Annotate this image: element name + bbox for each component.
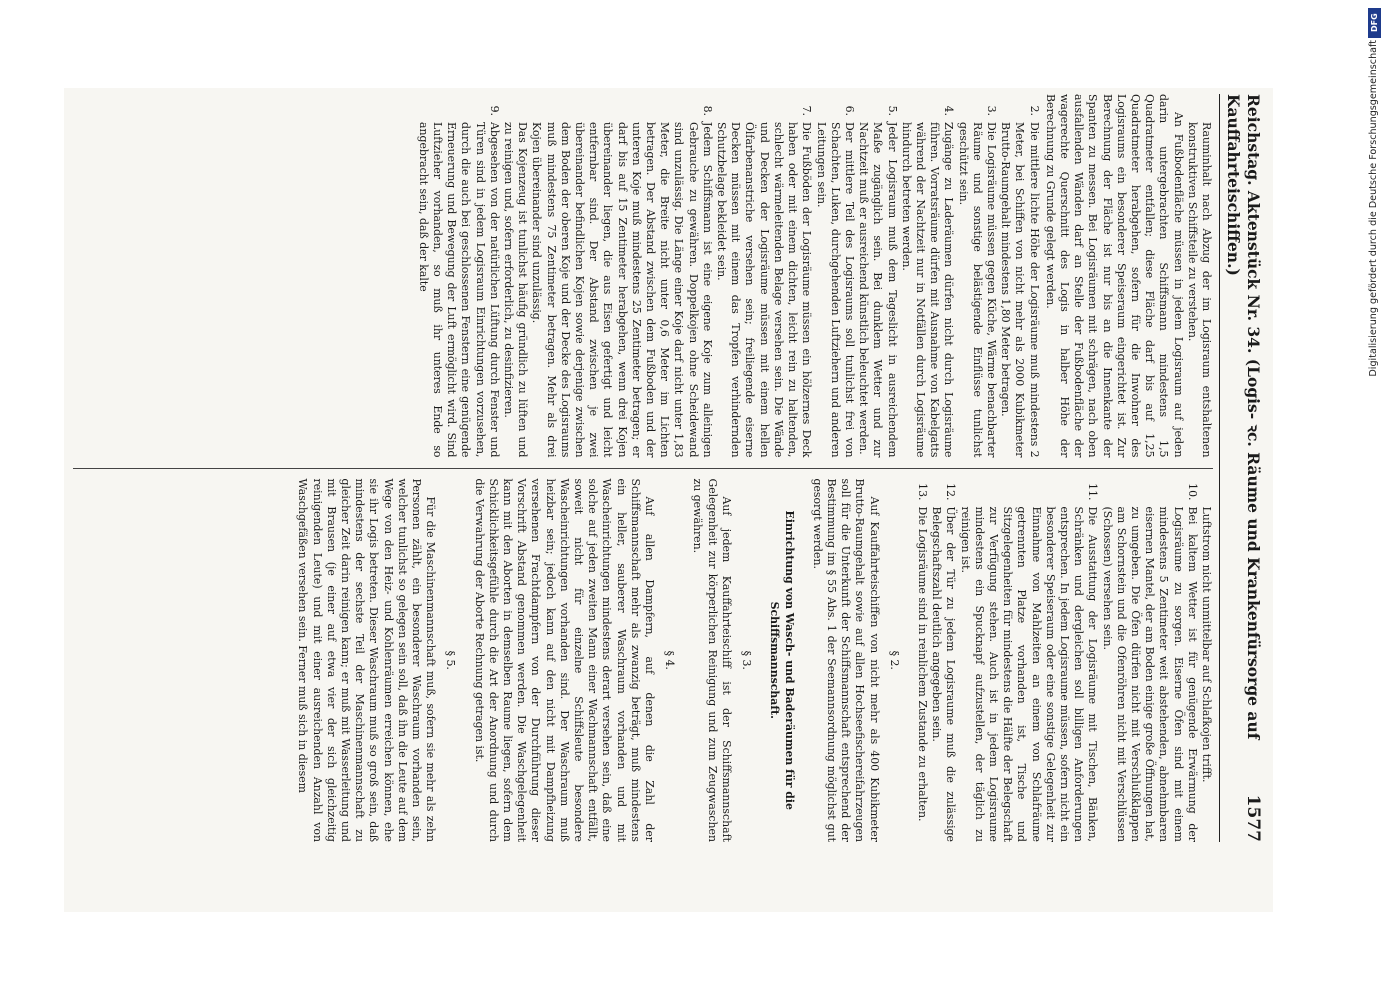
list-item [416, 94, 501, 458]
left-column [73, 94, 1213, 458]
running-title: Reichstag. Aktenstück Nr. 34. (Logis- ꝛc. Räume und Krankenfürsorge auf Kauffahrteischiffen.) [1224, 94, 1263, 740]
item-number: 7. [800, 105, 814, 116]
list-item [955, 94, 998, 458]
dfg-logo: DFG [1368, 8, 1381, 38]
numbered-list [416, 94, 1041, 458]
item-number: 9. [487, 105, 501, 116]
item-text: Die Fußböden der Logisräume müssen ein hölzernes Deck haben oder mit einem dichten, leicht rein zu haltenden, schlecht wärmeleitenden Belage versehen sein. Die Wände und Decken der Logisräume müssen mit einem hellen Ölfarbenanstriche versehen sein; freiliegende eiserne Decken müssen mit einem das Tropfen verhindernden Schutzbelage bekleidet sein. [715, 122, 814, 458]
paragraph: An Fußbodenfläche müssen in jedem Logisraum auf jeden darin untergebrachten Schiffsmann mindestens 1,5 Quadratmeter entfallen; diese Fläche darf bis auf 1,25 Quadratmeter herabgehen, sofern für die Inwohner des Logisraums ein besonderer Speiseraum eingerichtet ist. Zur Berechnung der Fläche ist nur bis an die Innenkante der Spanten zu messen. Bei Logisräumen mit schrägen, nach oben ausfallenden Wänden darf an Stelle der Fußbodenfläche der wagerechte Querschnitt des Logis in halber Höhe der Berechnung zu Grunde gelegt werden. [1043, 94, 1185, 458]
numbered-list [915, 479, 1199, 843]
item-number: 10. [1185, 483, 1199, 501]
paragraph: Auf jedem Kauffahrteischiff ist der Schiffsmannschaft Gelegenheit zur körperlichen Reinigung und zum Zeugwaschen zu gewähren. [691, 478, 733, 842]
list-item [899, 94, 956, 458]
list-item [529, 94, 714, 458]
list-item [856, 94, 899, 458]
item-text: Das Kojenzeug ist tunlichst häufig gründlich zu lüften und zu reinigen und, sofern erforderlich, zu desinfizieren. [502, 122, 530, 458]
list-item [714, 94, 813, 458]
item-text: Abgesehen von der natürlichen Lüftung durch Fenster und Türen sind in jedem Logisraum Einrichtungen vorzusehen, durch die auch bei geschlossenen Fenstern eine genügende Erneuerung und Bewegung der Luft ermöglicht wird. Sind Luftzieher vorhanden, so muß ihr unteres Ende so angebracht sein, daß der kalte [416, 122, 501, 458]
list-item [1099, 479, 1198, 843]
page-header [1219, 94, 1265, 842]
list-item [929, 479, 957, 843]
item-number: 3. [984, 105, 998, 116]
list-item [813, 94, 856, 458]
item-text: Die Logisräume müssen gegen Küche, Wärme benachbarter Räume und sonstige belästigende Einflüsse tunlichst geschützt sein. [956, 122, 998, 458]
item-number: 2. [1027, 105, 1041, 116]
item-text: Über der Tür zu jedem Logisraume muß die zulässige Belegschaftszahl deutlich angegeben sein. [930, 506, 958, 842]
right-column [73, 468, 1213, 843]
item-number: 11. [1086, 483, 1100, 501]
section-mark: § 4. [663, 650, 677, 670]
digitization-note: Digitalisierung gefördert durch die Deutsche Forschungsgemeinschaft [1368, 40, 1379, 377]
item-text: Die Logisräume sind in reinlichem Zustande zu erhalten. [915, 506, 929, 822]
item-text: Zugänge zu Laderäumen dürfen nicht durch Logisräume führen. Vorratsräume dürfen mit Ausnahme von Kabelgatts während der Nachtzeit nur in Notfällen durch Logisräume hindurch betreten werden. [899, 122, 956, 458]
paragraph-continuation: Rauminhalt nach Abzug der im Logisraum entshaltenen konstruktiven Schiffsteile zu verstehen. [1185, 122, 1213, 458]
item-number [501, 94, 529, 116]
item-number: 5. [885, 105, 899, 116]
section-mark: § 5. [444, 650, 458, 670]
item-text: Der mittlere Teil des Logisraums soll tunlichst frei von Schachten, Luken, durchgehenden Luftziehern und anderen Leitungen sein. [814, 122, 856, 458]
section-mark: § 2. [887, 650, 901, 670]
list-item [501, 94, 529, 458]
item-text: Die Ausstattung der Logisräume mit Tischen, Bänken, Schränken und dergleichen soll billigen Anforderungen entsprechen. In jedem Logisraume müssen, sofern nicht ein besonderer Speiseraum oder eine sonstige Gelegenheit zur Einnahme von Mahlzeiten an einem von Schlafräume getrennten Platze vorhanden ist, Tische und Sitzgelegenheiten für mindestens die Hälfte der Belegschaft zur Verfügung stehen. Auch ist in jedem Logisraume mindestens ein Spucknapf aufzustellen, der täglich zu reinigen ist. [958, 506, 1100, 842]
item-number: 8. [700, 105, 714, 116]
page-number: 1577 [1243, 794, 1263, 842]
item-number: 13. [915, 483, 929, 501]
paragraph: Für die Maschinenmannschaft muß, sofern sie mehr als zehn Personen zählt, ein besonderer Waschraum vorhanden sein, welcher tunlichst so gelegen sein soll, daß ihn die Leute auf dem Wege von den Heiz- und Kohlenräumen erreichen können, ehe sie ihr Logis betreten. Dieser Waschraum muß so groß sein, daß mindestens der sechste Teil der Maschinenmannschaft zu gleicher Zeit darin reinigen kann; er muß mit Wasserleitung und mit Brausen (je einer auf etwa vier der sich gleichzeitig reinigenden Leute) und mit einer ausreichenden Anzahl von Waschgefäßen versehen sein. Ferner muß sich in diesem [296, 478, 438, 842]
item-number: 4. [942, 105, 956, 116]
list-item [957, 479, 1099, 843]
item-text: Jeder Logisraum muß dem Tageslicht in ausreichendem Maße zugänglich sein. Bei dunklem Wetter und zur Nachtzeit muß er ausreichend künstlich beleuchtet werden. [857, 122, 899, 458]
item-number: 12. [944, 483, 958, 501]
list-item [998, 94, 1041, 458]
item-text: Die mittlere lichte Höhe der Logisräume muß mindestens 2 Meter, bei Schiffen von nicht mehr als 2000 Kubikmeter Brutto-Raumgehalt mindestens 1,80 Meter betragen. [999, 122, 1041, 458]
section-mark: § 3. [740, 650, 754, 670]
item-text: Bei kaltem Wetter ist für genügende Erwärmung der Logisräume zu sorgen. Eiserne Öfen sind mit einem mindestens 5 Zentimeter weit abstehenden, abnehmbaren eisernen Mantel, der am Boden einige große Öffnungen hat, zu umgeben. Die Öfen dürfen nicht mit Verschlußklappen am Schornstein und die Ofenröhren nicht mit Verschlüssen (Schossen) versehen sein. [1100, 506, 1199, 842]
list-item [915, 479, 929, 843]
document-page [64, 88, 1273, 848]
paragraph: Auf Kauffahrteischiffen von nicht mehr als 400 Kubikmeter Brutto-Raumgehalt sowie auf allen Hochseefischereifahrzeugen soll für die Unterkunft der Schiffsmannschaft entsprechend der Bestimmung im § 55 Abs. 1 der Seemannsordnung möglichst gut gesorgt werden. [810, 478, 881, 842]
section-heading: Einrichtung von Wasch- und Baderäumen für die Schiffsmannschaft. [768, 510, 796, 810]
item-text: Jedem Schiffsmann ist eine eigene Koje zum alleinigen Gebrauche zu gewähren. Doppelkojen ohne Scheidewand sind unzulässig. Die Länge einer Koje darf nicht unter 1,83 Meter, die Breite nicht unter 0,6 Meter im Lichten betragen. Der Abstand zwischen dem Fußboden und der unteren Koje muß mindestens 25 Zentimeter betragen; er darf bis auf 15 Zentimeter herabgehen, wenn drei Kojen übereinander liegen, die aus Eisen gefertigt und leicht entfernbar sind. Der Abstand zwischen je zwei übereinander befindlichen Kojen sowie derjenige zwischen dem Boden der oberen Koje und der Decke des Logisraums muß mindestens 75 Zentimeter betragen. Mehr als drei Kojen übereinander sind unzulässig. [530, 122, 714, 458]
item-number: 6. [842, 105, 856, 116]
paragraph-continuation: Luftstrom nicht unmittelbar auf Schlafkojen trifft. [1200, 506, 1213, 783]
scanned-page [64, 88, 1273, 912]
paragraph: Auf allen Dampfern, auf denen die Zahl der Schiffsmannschaft mehr als zwanzig beträgt, muß mindestens ein heller, sauberer Waschraum vorhanden und mit Wascheinrichtungen mindestens derart versehen sein, daß eine solche auf jeden zweiten Mann einer Wachmannschaft entfällt, soweit nicht für einzelne Schiffsleute besondere Wascheinrichtungen vorhanden sind. Der Waschraum muß heizbar sein; jedoch kann auf den nicht mit Dampfheizung versehenen Frachtdampfern von der Durchführung dieser Vorschrift Abstand genommen werden. Die Waschgelegenheit kann mit den Aborten in demselben Raume liegen, sofern dem Schicklichkeitsgefühle durch die Art der Anordnung und durch die Verwahrung der Aborte Rechnung getragen ist. [472, 478, 657, 842]
